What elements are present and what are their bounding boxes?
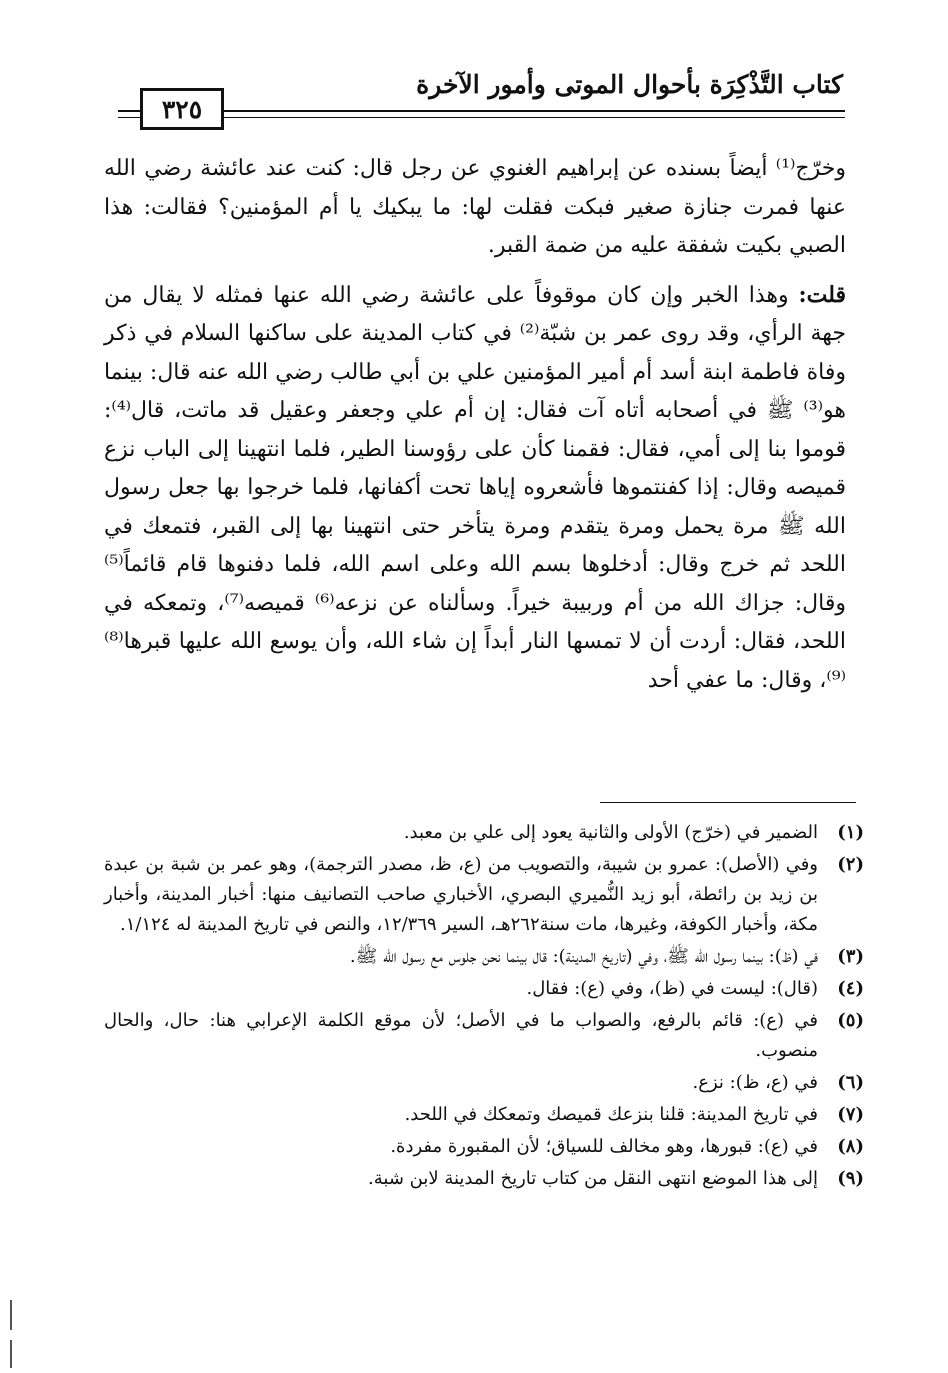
- footnote-text: في (ع، ظ): نزع.: [692, 1072, 818, 1093]
- main-text: [104, 150, 846, 700]
- footnote-item: [104, 1132, 864, 1162]
- footnote-number: (٧): [837, 1104, 864, 1125]
- footnote-number: (٨): [837, 1136, 864, 1157]
- footnote-number: (٩): [837, 1168, 864, 1189]
- footnote-number: (١): [837, 822, 864, 843]
- footnote-text: وفي (الأصل): عمرو بن شيبة، والتصويب من (ع، ظ، مصدر الترجمة)، وهو عمر بن شبة بن عبدة بن زيد بن رائطة، أبو زيد النُّميري البصري، الأخباري صاحب التصانيف منها: أخبار المدينة، وأخبار مكة، وأخبار الكوفة، وغيرها، مات سنة٢٦٢هـ، السير ١٢/٣٦٩، والنص في تاريخ المدينة له ١/١٢٤.: [104, 854, 818, 935]
- scan-edge-mark: [10, 1300, 12, 1330]
- footnote-item: [104, 942, 864, 972]
- footnote-item: [104, 974, 864, 1004]
- footnote-text: إلى هذا الموضع انتهى النقل من كتاب تاريخ المدينة لابن شبة.: [368, 1168, 818, 1189]
- paragraph-2-text: وهذا الخبر وإن كان موقوفاً على عائشة رضي الله عنها فمثله لا يقال من جهة الرأي، وقد روى عمر بن شبّة⁽²⁾ في كتاب المدينة على ساكنها السلام في ذكر وفاة فاطمة ابنة أسد أم أمير المؤمنين علي بن أبي طالب رضي الله عنه قال: بينما هو⁽³⁾ ﷺ في أصحابه أتاه آت فقال: إن أم علي وجعفر وعقيل قد ماتت، قال⁽⁴⁾: قوموا بنا إلى أمي، فقال: فقمنا كأن على رؤوسنا الطير، فلما انتهينا إلى الباب نزع قميصه وقال: إذا كفنتموها فأشعروه إياها تحت أكفانها، فلما خرجوا بها جعل رسول الله ﷺ مرة يحمل ومرة يتقدم ومرة يتأخر حتى انتهينا بها إلى القبر، فتمعك في اللحد ثم خرج وقال: أدخلوها بسم الله وعلى اسم الله، فلما دفنوها قام قائماً⁽⁵⁾ وقال: جزاك الله من أم وربيبة خيراً. وسألناه عن نزعه⁽⁶⁾ قميصه⁽⁷⁾، وتمعكه في اللحد، فقال: أردت أن لا تمسها النار أبداً إن شاء الله، وأن يوسع الله عليها قبرها⁽⁸⁾⁽⁹⁾، وقال: ما عفي أحد: [104, 282, 846, 693]
- footnote-item: [104, 850, 864, 940]
- footnote-item: [104, 818, 864, 848]
- footnote-number: (٦): [837, 1072, 864, 1093]
- footnote-text: في (ظ): بينما رسول الله ﷺ، وفي (تاريخ المدينة): قال بينما نحن جلوس مع رسول الله ﷺ.: [349, 946, 818, 967]
- footnotes: [104, 818, 864, 1196]
- header-rule: [118, 110, 845, 118]
- running-title: كتاب التَّذْكِرَة بأحوال الموتى وأمور الآخرة: [416, 70, 843, 99]
- footnote-number: (٢): [837, 854, 864, 875]
- footnote-text: في تاريخ المدينة: قلنا بنزعك قميصك وتمعكك في اللحد.: [404, 1104, 818, 1125]
- paragraph-2: [104, 276, 846, 701]
- paragraph-2-lead: قلت:: [798, 281, 846, 308]
- footnote-text: (قال): ليست في (ظ)، وفي (ع): فقال.: [526, 978, 818, 999]
- footnote-text: في (ع): قبورها، وهو مخالف للسياق؛ لأن المقبورة مفردة.: [390, 1136, 818, 1157]
- footnote-number: (٤): [837, 978, 864, 999]
- footnote-text: في (ع): قائم بالرفع، والصواب ما في الأصل؛ لأن موقع الكلمة الإعرابي هنا: حال، والحال منصوب.: [104, 1010, 818, 1061]
- footnote-text: الضمير في (خرّج) الأولى والثانية يعود إلى علي بن معبد.: [403, 822, 818, 843]
- paragraph-1: وخرّج⁽¹⁾ أيضاً بسنده عن إبراهيم الغنوي عن رجل قال: كنت عند عائشة رضي الله عنها فمرت جنازة صغير فبكت فقلت لها: ما يبكيك يا أم المؤمنين؟ فقالت: هذا الصبي بكيت شفقة عليه من ضمة القبر.: [104, 156, 846, 258]
- footnote-item: [104, 1006, 864, 1066]
- footnote-number: (٥): [837, 1010, 864, 1031]
- page-number: ٣٢٥: [140, 88, 224, 130]
- footnote-divider: [600, 802, 856, 803]
- footnote-item: [104, 1068, 864, 1098]
- footnote-item: [104, 1164, 864, 1194]
- scan-edge-mark: [10, 1340, 12, 1368]
- footnote-number: (٣): [837, 946, 864, 967]
- footnote-item: [104, 1100, 864, 1130]
